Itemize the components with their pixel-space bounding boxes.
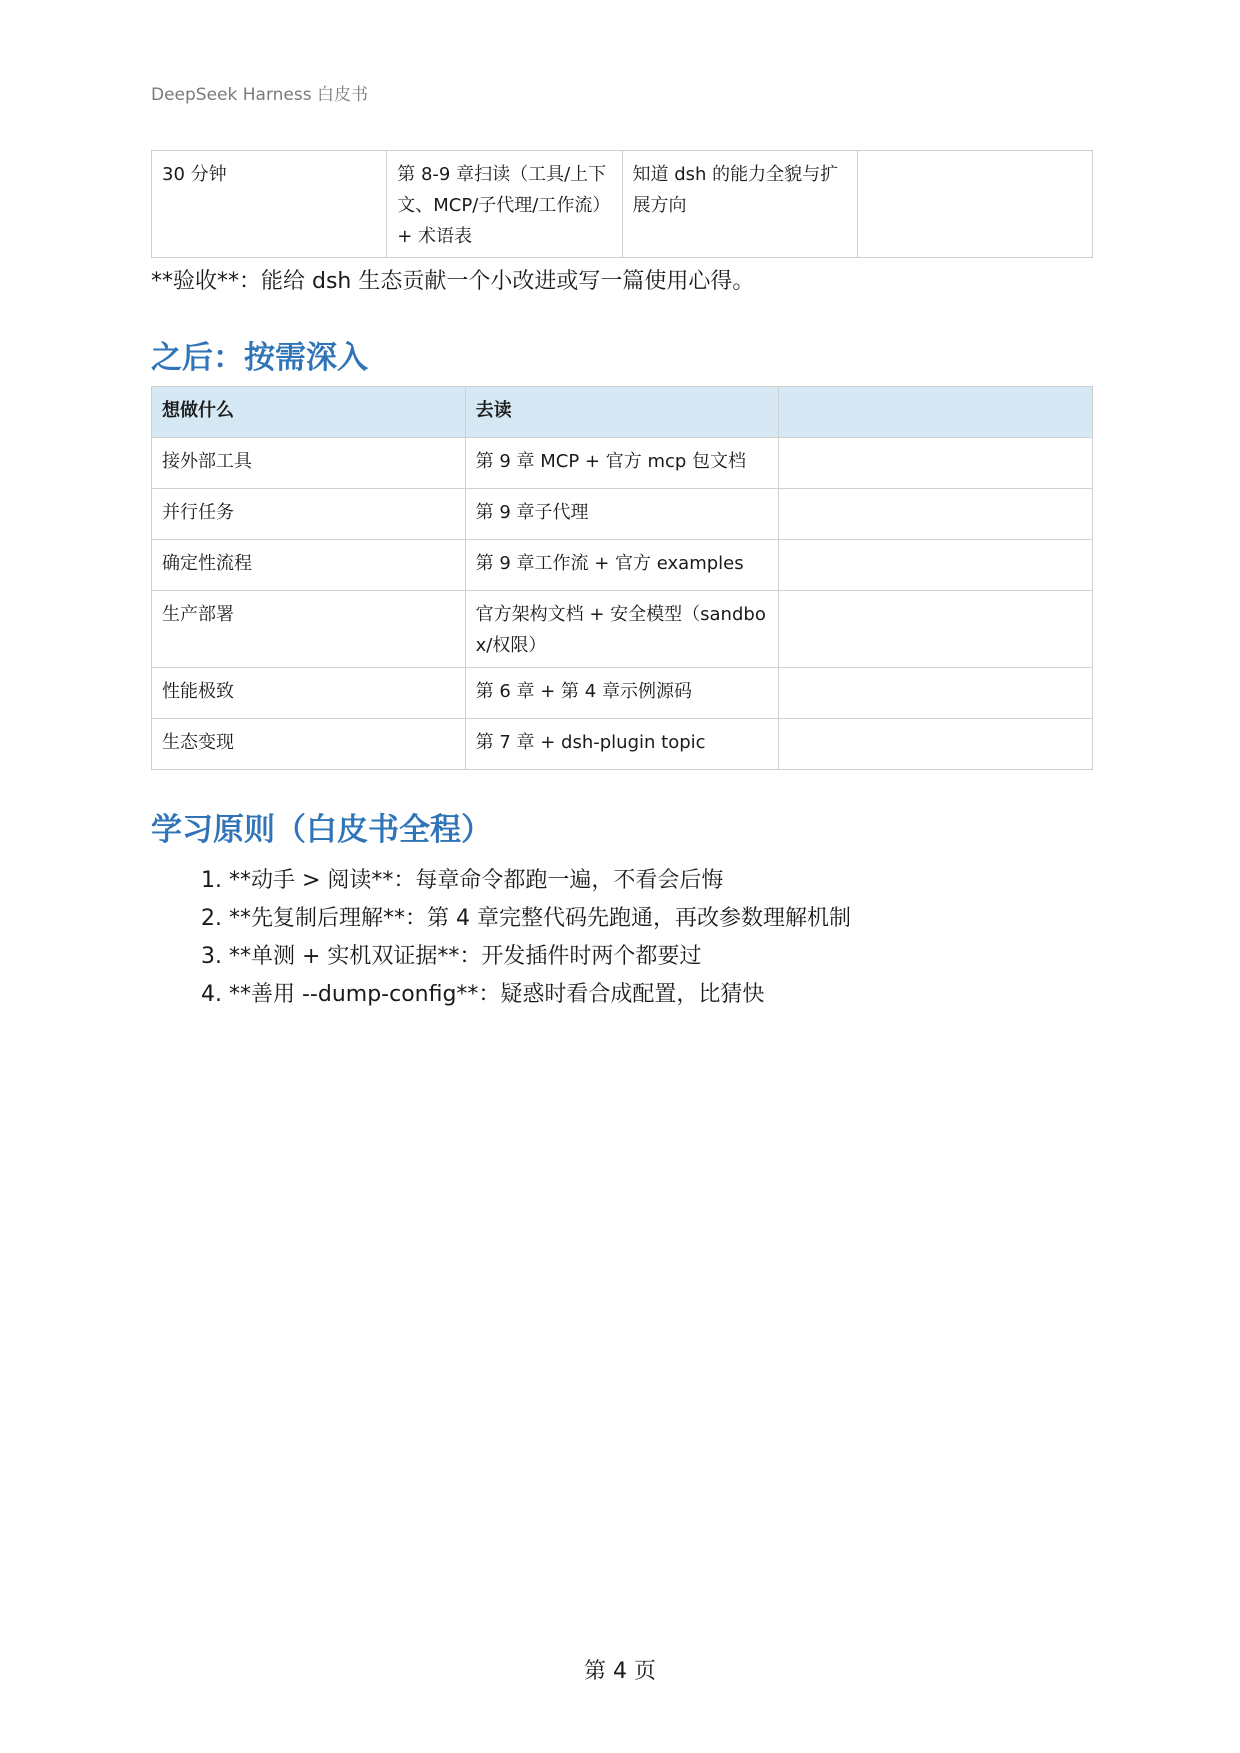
list-item: 4. **善用 --dump-config**：疑惑时看合成配置，比猜快 <box>201 982 765 1007</box>
table-cell: 第 8-9 章扫读（工具/上下文、MCP/子代理/工作流）+ 术语表 <box>387 151 622 258</box>
list-item: 2. **先复制后理解**：第 4 章完整代码先跑通，再改参数理解机制 <box>201 906 851 931</box>
table-cell: 性能极致 <box>152 668 466 719</box>
table-cell: 第 9 章 MCP + 官方 mcp 包文档 <box>465 438 779 489</box>
table-cell: 生产部署 <box>152 591 466 668</box>
section-heading-principles: 学习原则（白皮书全程） <box>151 812 492 848</box>
table-row <box>152 438 1093 489</box>
list-item: 1. **动手 > 阅读**：每章命令都跑一遍，不看会后悔 <box>201 868 724 893</box>
table-cell: 确定性流程 <box>152 540 466 591</box>
column-header-read: 去读 <box>465 387 779 438</box>
table-cell: 官方架构文档 + 安全模型（sandbox/权限） <box>465 591 779 668</box>
table-cell <box>779 719 1093 770</box>
table-cell <box>779 540 1093 591</box>
table-row <box>152 719 1093 770</box>
table-cell: 第 7 章 + dsh-plugin topic <box>465 719 779 770</box>
table-cell <box>779 591 1093 668</box>
table-cell: 生态变现 <box>152 719 466 770</box>
table-cell: 第 6 章 + 第 4 章示例源码 <box>465 668 779 719</box>
section-heading-after: 之后：按需深入 <box>151 340 368 376</box>
list-item: 3. **单测 + 实机双证据**：开发插件时两个都要过 <box>201 944 702 969</box>
table-cell <box>779 668 1093 719</box>
table-cell <box>857 151 1092 258</box>
table-row <box>152 540 1093 591</box>
running-header: DeepSeek Harness 白皮书 <box>151 85 368 105</box>
table-cell: 30 分钟 <box>152 151 387 258</box>
column-header-empty <box>779 387 1093 438</box>
table-cell <box>779 489 1093 540</box>
table-row <box>152 591 1093 668</box>
principles-list <box>201 862 851 1014</box>
table-cell: 并行任务 <box>152 489 466 540</box>
deep-dive-table <box>151 386 1093 770</box>
table-row <box>152 151 1093 258</box>
table-cell: 第 9 章工作流 + 官方 examples <box>465 540 779 591</box>
table-cell <box>779 438 1093 489</box>
schedule-table-continued <box>151 150 1093 258</box>
acceptance-note: **验收**：能给 dsh 生态贡献一个小改进或写一篇使用心得。 <box>151 269 755 294</box>
table-header-row <box>152 387 1093 438</box>
table-cell: 知道 dsh 的能力全貌与扩展方向 <box>622 151 857 258</box>
table-cell: 第 9 章子代理 <box>465 489 779 540</box>
table-row <box>152 668 1093 719</box>
table-row <box>152 489 1093 540</box>
page-number: 第 4 页 <box>584 1659 656 1684</box>
table-cell: 接外部工具 <box>152 438 466 489</box>
column-header-goal: 想做什么 <box>152 387 466 438</box>
